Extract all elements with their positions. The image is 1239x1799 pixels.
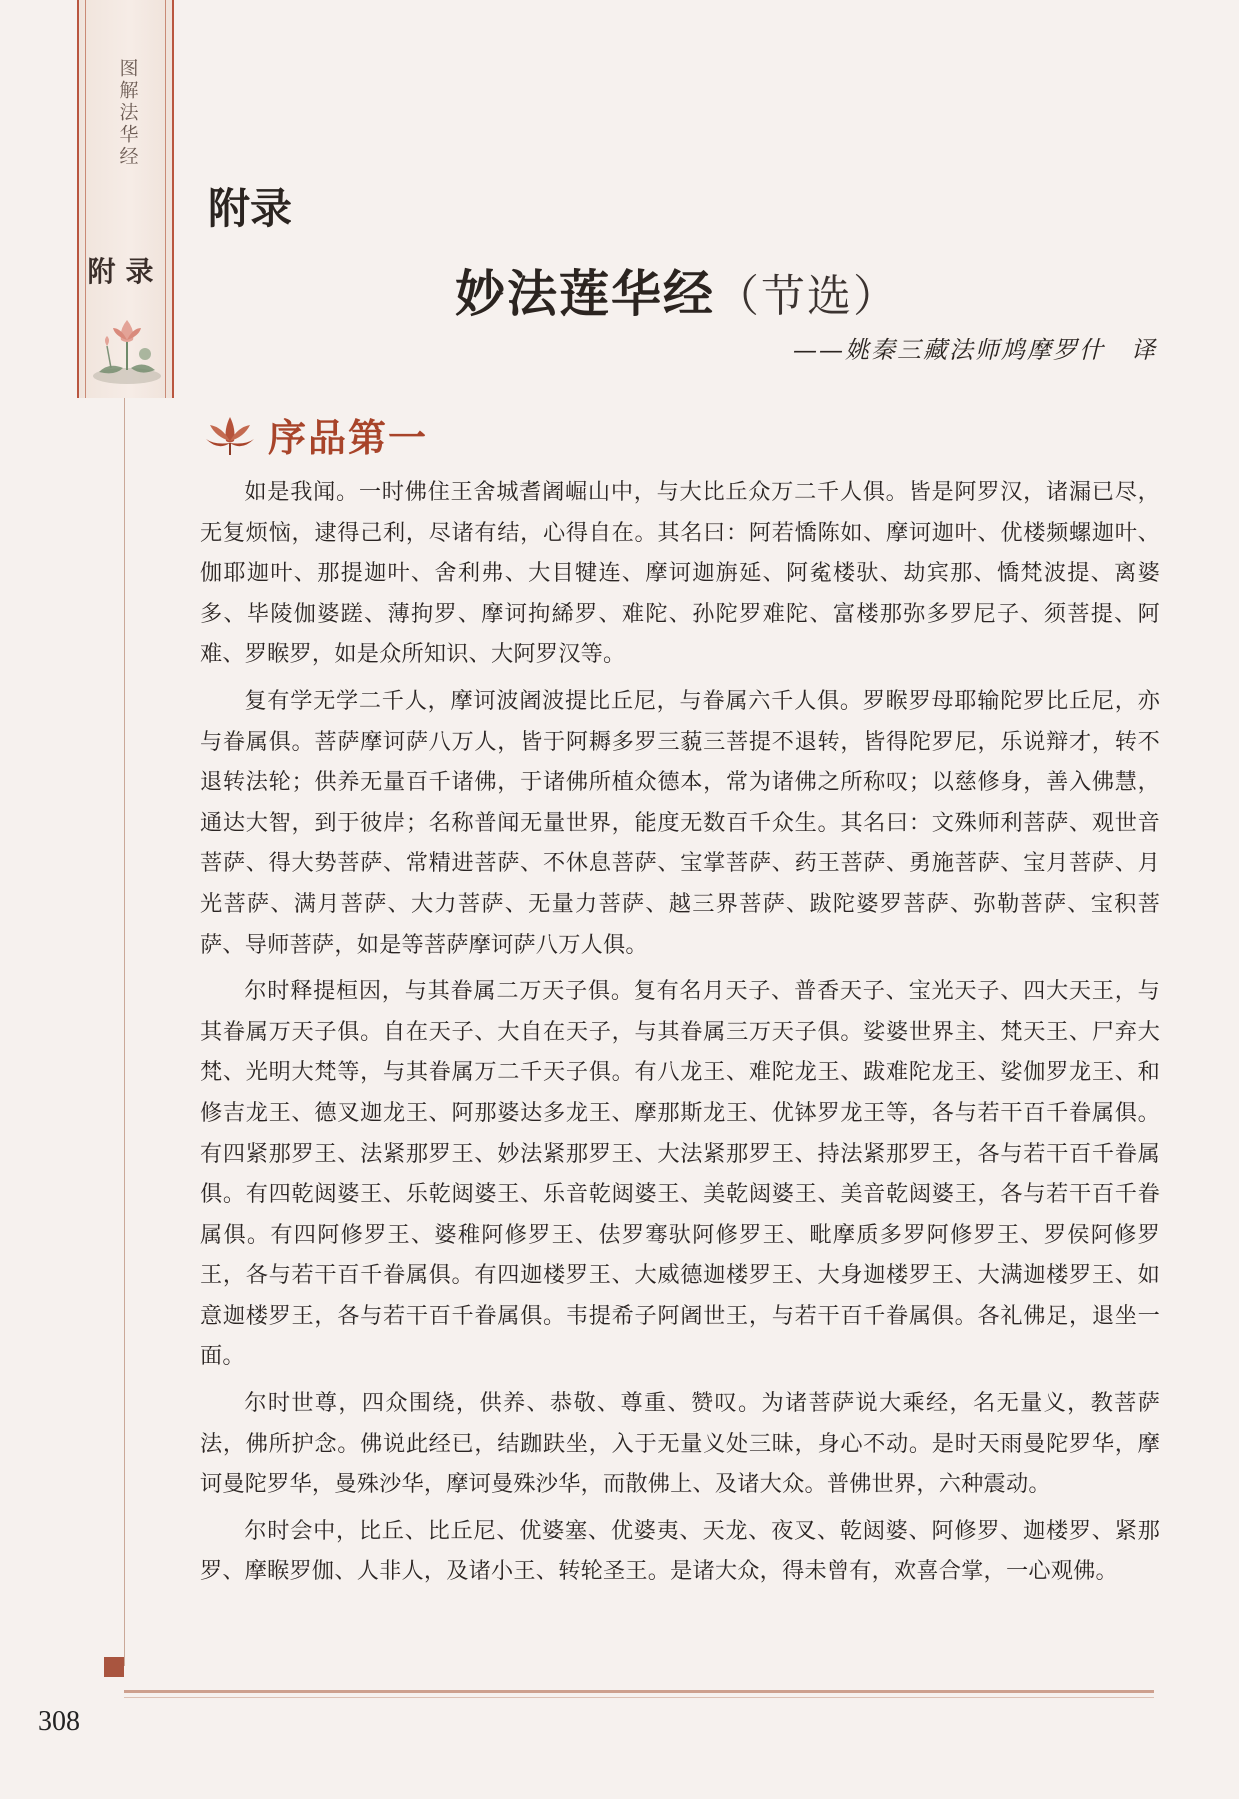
guide-line bbox=[124, 398, 125, 1666]
lotus-icon bbox=[89, 306, 165, 390]
side-tab bbox=[77, 0, 174, 398]
bottom-rule-thin bbox=[124, 1697, 1154, 1698]
paragraph: 复有学无学二千人，摩诃波阇波提比丘尼，与眷属六千人俱。罗睺罗母耶输陀罗比丘尼，亦与眷属俱。菩萨摩诃萨八万人，皆于阿耨多罗三藐三菩提不退转，皆得陀罗尼，乐说辩才，转不退转法轮；供养无量百千诸佛，于诸佛所植众德本，常为诸佛之所称叹；以慈修身，善入佛慧，通达大智，到于彼岸；名称普闻无量世界，能度无数百千众生。其名曰：文殊师利菩萨、观世音菩萨、得大势菩萨、常精进菩萨、不休息菩萨、宝掌菩萨、药王菩萨、勇施菩萨、宝月菩萨、月光菩萨、满月菩萨、大力菩萨、无量力菩萨、越三界菩萨、跋陀婆罗菩萨、弥勒菩萨、宝积菩萨、导师菩萨，如是等菩萨摩诃萨八万人俱。 bbox=[200, 687, 1160, 958]
bottom-rule bbox=[124, 1690, 1154, 1693]
paragraph: 尔时会中，比丘、比丘尼、优婆塞、优婆夷、天龙、夜叉、乾闼婆、阿修罗、迦楼罗、紧那罗、摩睺罗伽、人非人，及诸小王、转轮圣王。是诸大众，得未曾有，欢喜合掌，一心观佛。 bbox=[200, 1517, 1160, 1585]
paragraph: 尔时世尊，四众围绕，供养、恭敬、尊重、赞叹。为诸菩萨说大乘经，名无量义，教菩萨法，佛所护念。佛说此经已，结跏趺坐，入于无量义处三昧，身心不动。是时天雨曼陀罗华，摩诃曼陀罗华，曼殊沙华，摩诃曼殊沙华，而散佛上、及诸大众。普佛世界，六种震动。 bbox=[200, 1390, 1160, 1498]
paragraph: 尔时释提桓因，与其眷属二万天子俱。复有名月天子、普香天子、宝光天子、四大天王，与其眷属万天子俱。自在天子、大自在天子，与其眷属三万天子俱。娑婆世界主、梵天王、尸弃大梵、光明大梵等，与其眷属万二千天子俱。有八龙王、难陀龙王、跋难陀龙王、娑伽罗龙王、和修吉龙王、德叉迦龙王、阿那婆达多龙王、摩那斯龙王、优钵罗龙王等，各与若干百千眷属俱。有四紧那罗王、法紧那罗王、妙法紧那罗王、大法紧那罗王、持法紧那罗王，各与若干百千眷属俱。有四乾闼婆王、乐乾闼婆王、乐音乾闼婆王、美乾闼婆王、美音乾闼婆王，各与若干百千眷属俱。有四阿修罗王、婆稚阿修罗王、佉罗骞驮阿修罗王、毗摩质多罗阿修罗王、罗侯阿修罗王，各与若干百千眷属俱。有四迦楼罗王、大威德迦楼罗王、大身迦楼罗王、大满迦楼罗王、如意迦楼罗王，各与若干百千眷属俱。韦提希子阿阇世王，与若干百千眷属俱。各礼佛足，退坐一面。 bbox=[200, 978, 1160, 1370]
side-section-label: 附录 bbox=[87, 255, 164, 288]
appendix-label: 附录 bbox=[208, 184, 293, 233]
chapter-heading bbox=[204, 408, 428, 460]
paragraph: 如是我闻。一时佛住王舍城耆阇崛山中，与大比丘众万二千人俱。皆是阿罗汉，诸漏已尽，无复烦恼，逮得己利，尽诸有结，心得自在。其名曰：阿若憍陈如、摩诃迦叶、优楼频螺迦叶、伽耶迦叶、那提迦叶、舍利弗、大目犍连、摩诃迦旃延、阿㝹楼驮、劫宾那、憍梵波提、离婆多、毕陵伽婆蹉、薄拘罗、摩诃拘絺罗、难陀、孙陀罗难陀、富楼那弥多罗尼子、须菩提、阿难、罗睺罗，如是众所知识、大阿罗汉等。 bbox=[200, 479, 1160, 668]
page-title bbox=[455, 254, 899, 326]
page-number: 308 bbox=[38, 1706, 80, 1737]
title-note: （节选） bbox=[715, 271, 899, 322]
title-text: 妙法莲华经 bbox=[455, 265, 715, 323]
corner-square bbox=[104, 1657, 124, 1677]
chapter-title: 序品第一 bbox=[268, 415, 429, 460]
body-text bbox=[200, 472, 1160, 1598]
translator-credit: ——姚秦三藏法师鸠摩罗什 译 bbox=[793, 336, 1157, 364]
lotus-ornament-icon bbox=[204, 411, 256, 457]
side-book-title: 图解法华经 bbox=[116, 58, 139, 168]
